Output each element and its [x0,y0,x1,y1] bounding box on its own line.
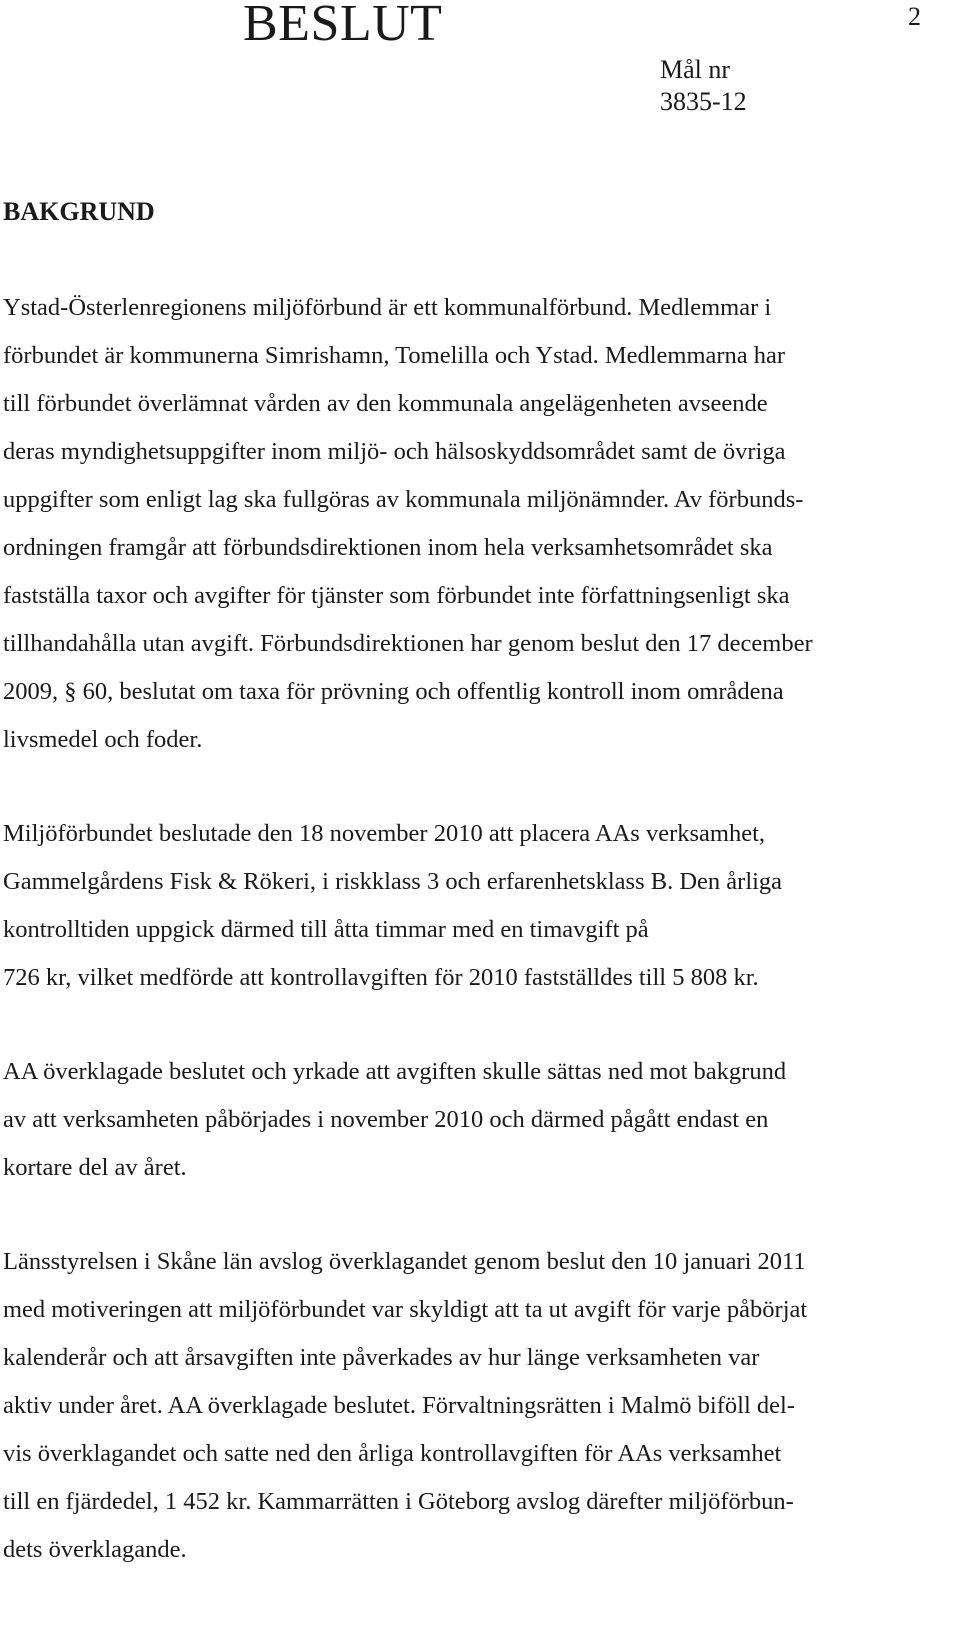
document-title: BESLUT [243,0,443,52]
text-line: kalenderår och att årsavgiften inte påverkades av hur länge verksamheten var [3,1344,760,1371]
paragraph-fee-decision [3,810,908,1002]
section-heading: BAKGRUND [3,197,155,226]
text-line: kontrolltiden uppgick därmed till åtta timmar med en timavgift på [3,916,649,943]
text-line: dets överklagande. [3,1536,187,1563]
text-line: med motiveringen att miljöförbundet var skyldigt att ta ut avgift för varje påbörjat [3,1296,808,1323]
text-line: kortare del av året. [3,1154,187,1181]
paragraph-appeal [3,1048,908,1192]
text-line: till förbundet överlämnat vården av den kommunala angelägenheten avseende [3,390,768,417]
text-line: uppgifter som enligt lag ska fullgöras av kommunala miljönämnder. Av förbunds- [3,486,804,513]
text-line: aktiv under året. AA överklagade beslutet. Förvaltningsrätten i Malmö biföll del- [3,1392,795,1419]
text-line: 726 kr, vilket medförde att kontrollavgiften för 2010 fastställdes till 5 808 kr. [3,964,759,991]
paragraph-court-history [3,1238,908,1574]
text-line: av att verksamheten påbörjades i november 2010 och därmed pågått endast en [3,1106,769,1133]
text-line: Ystad-Österlenregionens miljöförbund är ett kommunalförbund. Medlemmar i [3,294,772,321]
text-line: ordningen framgår att förbundsdirektionen inom hela verksamhetsområdet ska [3,534,773,561]
case-label: Mål nr [660,55,731,84]
text-line: Miljöförbundet beslutade den 18 november 2010 att placera AAs verksamhet, [3,820,766,847]
text-line: Länsstyrelsen i Skåne län avslog överklagandet genom beslut den 10 januari 2011 [3,1248,806,1275]
text-line: tillhandahålla utan avgift. Förbundsdirektionen har genom beslut den 17 december [3,630,813,657]
page-number: 2 [908,2,921,31]
text-line: förbundet är kommunerna Simrishamn, Tomelilla och Ystad. Medlemmarna har [3,342,786,369]
text-line: Gammelgårdens Fisk & Rökeri, i riskklass 3 och erfarenhetsklass B. Den årliga [3,868,783,895]
text-line: 2009, § 60, beslutat om taxa för prövning och offentlig kontroll inom områdena [3,678,784,705]
text-line: AA överklagade beslutet och yrkade att avgiften skulle sättas ned mot bakgrund [3,1058,787,1085]
paragraph-background [3,284,908,764]
text-line: vis överklagandet och satte ned den årliga kontrollavgiften för AAs verksamhet [3,1440,782,1467]
text-line: fastställa taxor och avgifter för tjänster som förbundet inte författningsenligt ska [3,582,790,609]
case-number: 3835-12 [660,87,747,116]
text-line: deras myndighetsuppgifter inom miljö- och hälsoskyddsområdet samt de övriga [3,438,786,465]
text-line: till en fjärdedel, 1 452 kr. Kammarrätten i Göteborg avslog därefter miljöförbun- [3,1488,794,1515]
text-line: livsmedel och foder. [3,726,203,753]
